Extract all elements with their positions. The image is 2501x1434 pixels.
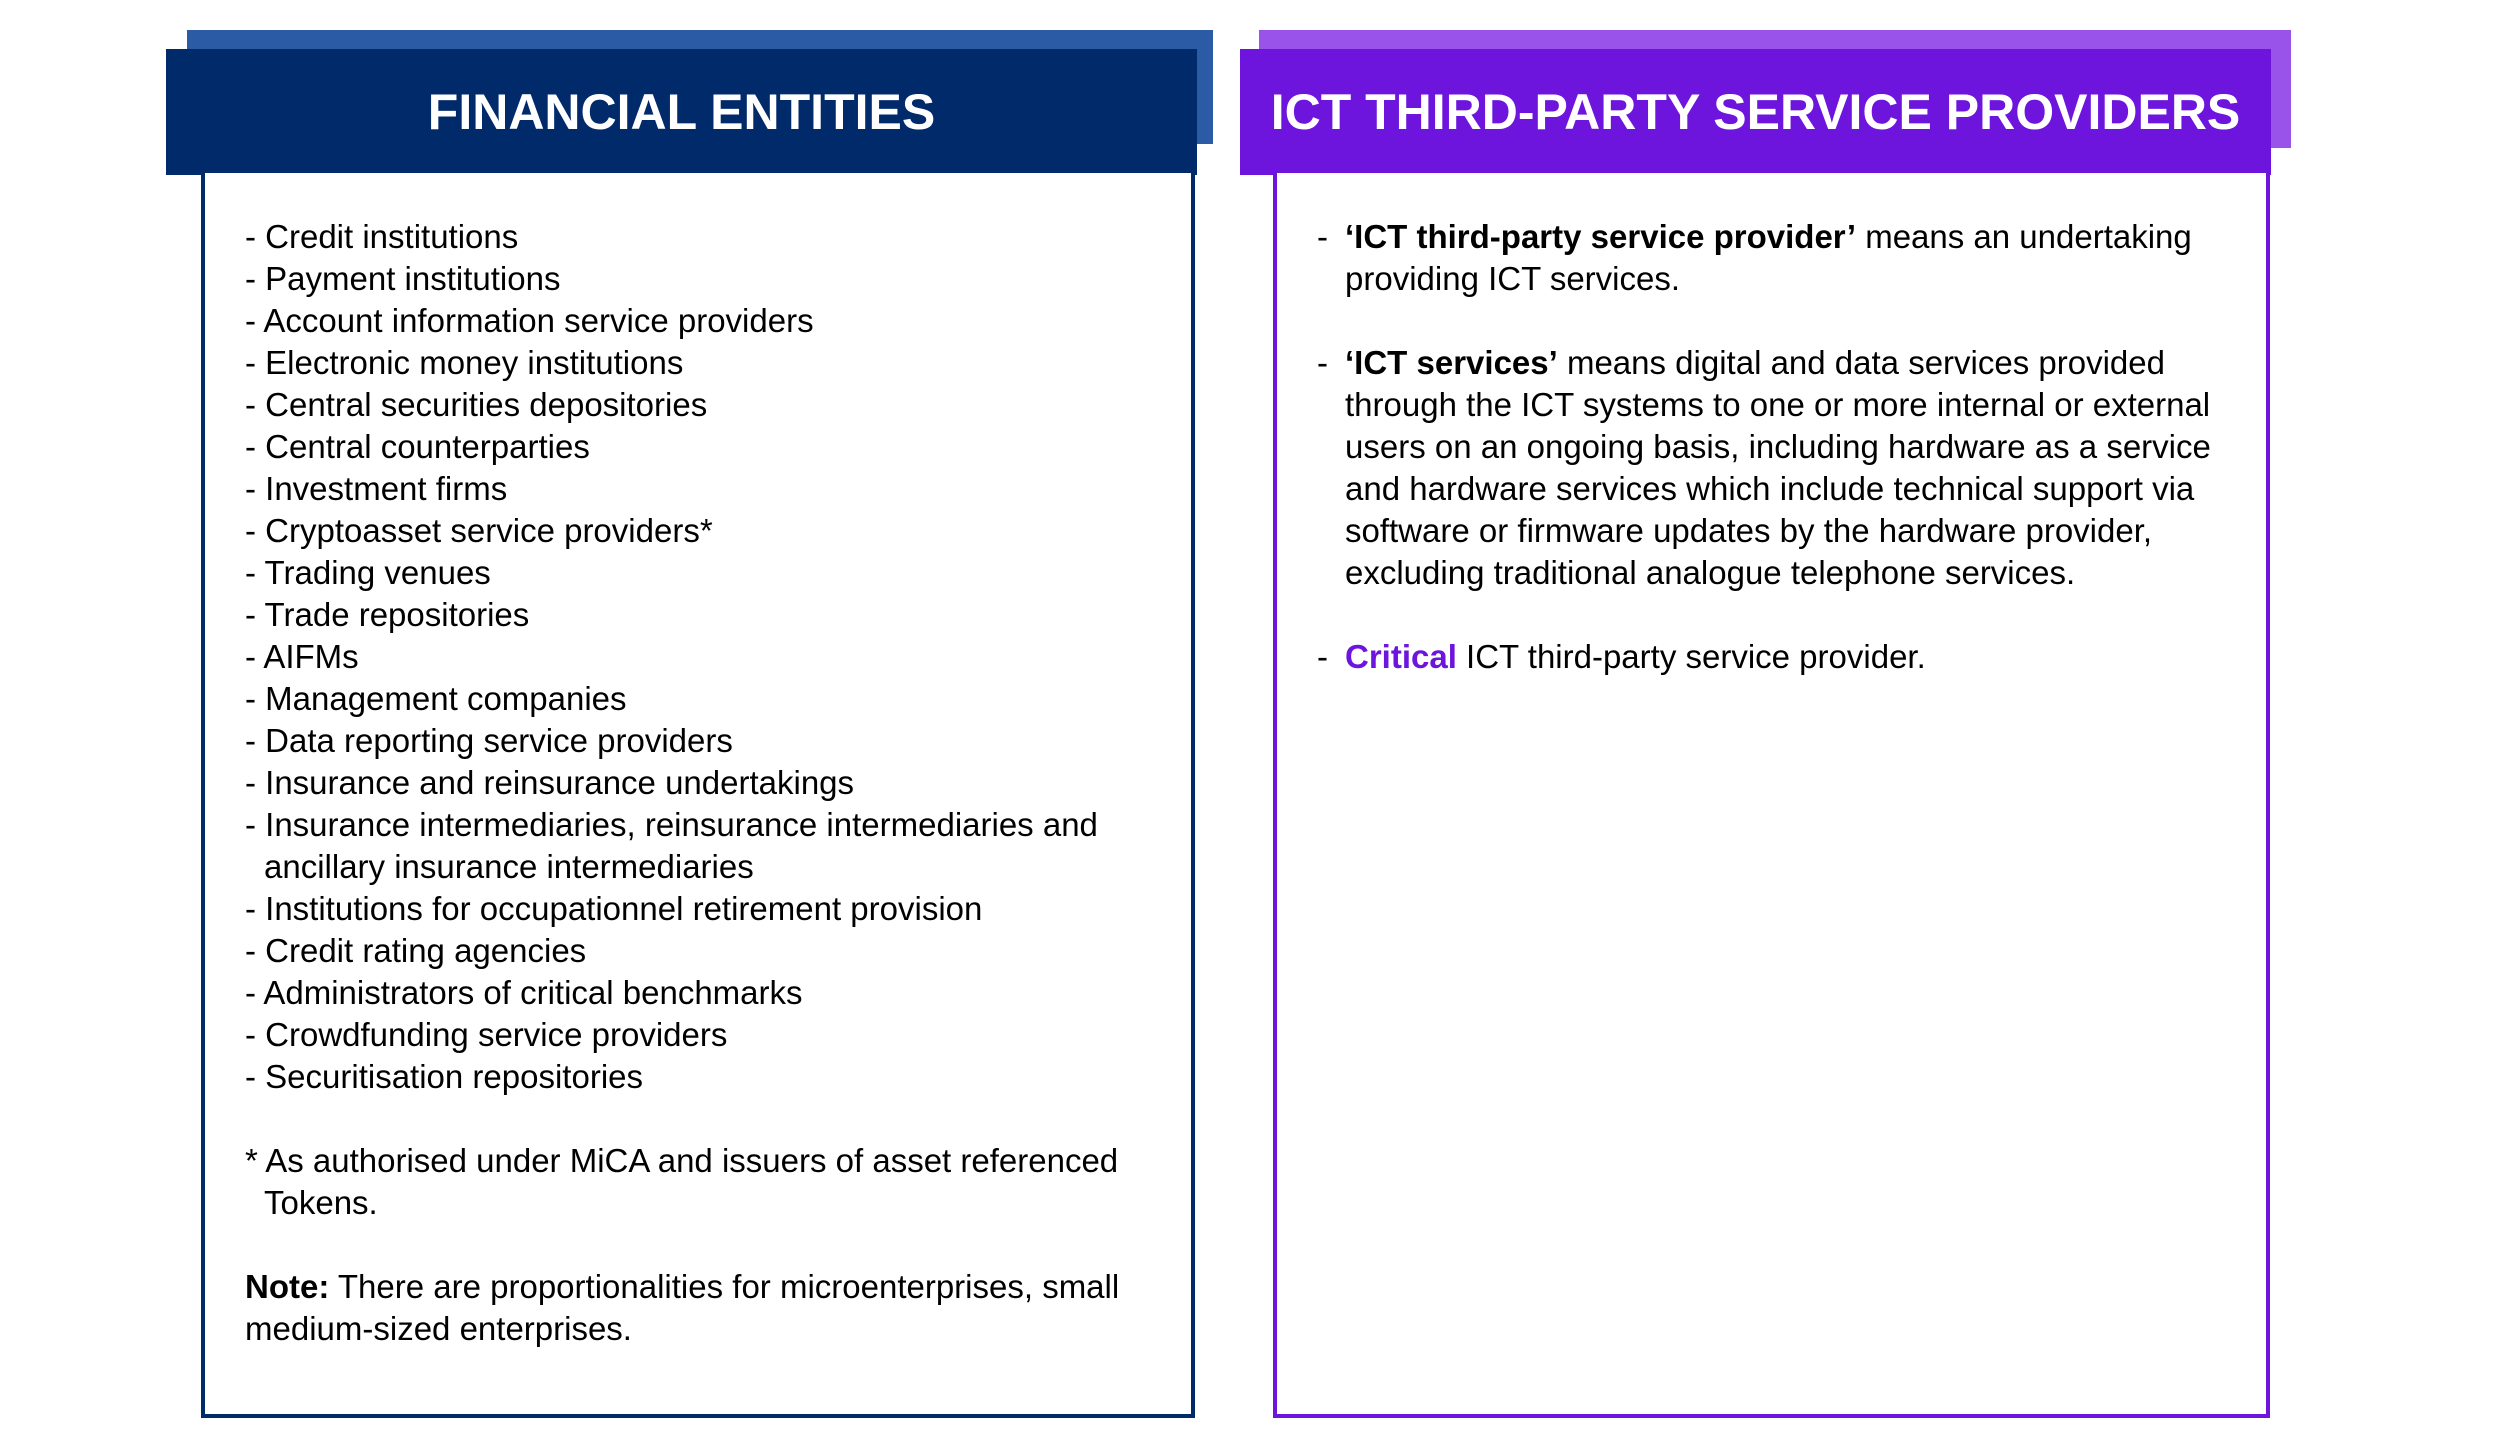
definition-term: ‘ICT services’ [1345, 344, 1558, 381]
list-item: - Institutions for occupationnel retirement provision [245, 890, 983, 927]
bullet-dash: - [1317, 344, 1328, 381]
definition-text: excluding traditional analogue telephone services. [1345, 554, 2076, 591]
list-item: - Investment firms [245, 470, 508, 507]
list-item: - Insurance intermediaries, reinsurance intermediaries and [245, 806, 1098, 843]
spacer [1317, 594, 2247, 636]
definition-text: ICT third-party service provider. [1456, 638, 1926, 675]
definition-text: means an undertaking [1856, 218, 2192, 255]
list-item: - Data reporting service providers [245, 722, 733, 759]
definitions-list [1317, 216, 2247, 678]
definition-text: means digital and data services provided [1557, 344, 2165, 381]
list-item: - Electronic money institutions [245, 344, 684, 381]
list-item: - Securitisation repositories [245, 1058, 643, 1095]
financial-entities-title: FINANCIAL ENTITIES [427, 84, 936, 140]
list-item: - Credit rating agencies [245, 932, 587, 969]
definition-ict-services [1317, 342, 2247, 594]
note-line-2: medium-sized enterprises. [245, 1310, 632, 1347]
list-item: - Cryptoasset service providers* [245, 512, 713, 549]
note-line [245, 1266, 1165, 1308]
list-item: - Crowdfunding service providers [245, 1016, 728, 1053]
list-item: - AIFMs [245, 638, 359, 675]
ict-providers-title: ICT THIRD-PARTY SERVICE PROVIDERS [1270, 84, 2241, 140]
definition-text: users on an ongoing basis, including hardware as a service [1345, 428, 2211, 465]
note-text: There are proportionalities for microenterprises, small [329, 1268, 1120, 1305]
definition-text: through the ICT systems to one or more internal or external [1345, 386, 2211, 423]
definition-text: software or firmware updates by the hardware provider, [1345, 512, 2153, 549]
list-item: - Central securities depositories [245, 386, 708, 423]
bullet-dash: - [1317, 638, 1328, 675]
financial-entities-panel [201, 173, 1195, 1418]
financial-entities-list [245, 216, 1165, 1350]
list-item: - Central counterparties [245, 428, 590, 465]
footnote: * As authorised under MiCA and issuers of asset referenced [245, 1142, 1119, 1179]
list-item: - Payment institutions [245, 260, 561, 297]
critical-term: Critical [1345, 638, 1457, 675]
spacer [245, 1098, 1165, 1140]
definition-term: ‘ICT third-party service provider’ [1345, 218, 1857, 255]
definition-text: and hardware services which include technical support via [1345, 470, 2195, 507]
list-item: - Account information service providers [245, 302, 814, 339]
footnote-continuation: Tokens. [264, 1184, 378, 1221]
list-item-continuation: ancillary insurance intermediaries [264, 848, 754, 885]
list-item: - Trading venues [245, 554, 491, 591]
list-item: - Credit institutions [245, 218, 519, 255]
list-item: - Administrators of critical benchmarks [245, 974, 803, 1011]
note-label: Note: [245, 1268, 330, 1305]
bullet-dash: - [1317, 218, 1328, 255]
spacer [1317, 300, 2247, 342]
list-item: - Trade repositories [245, 596, 530, 633]
ict-providers-header [1240, 49, 2271, 175]
spacer [245, 1224, 1165, 1266]
definition-text: providing ICT services. [1345, 260, 1681, 297]
list-item: - Insurance and reinsurance undertakings [245, 764, 855, 801]
definition-critical-provider [1317, 636, 2247, 678]
list-item: - Management companies [245, 680, 627, 717]
definition-ict-third-party-provider [1317, 216, 2247, 300]
ict-providers-panel [1273, 173, 2270, 1418]
financial-entities-header [166, 49, 1197, 175]
